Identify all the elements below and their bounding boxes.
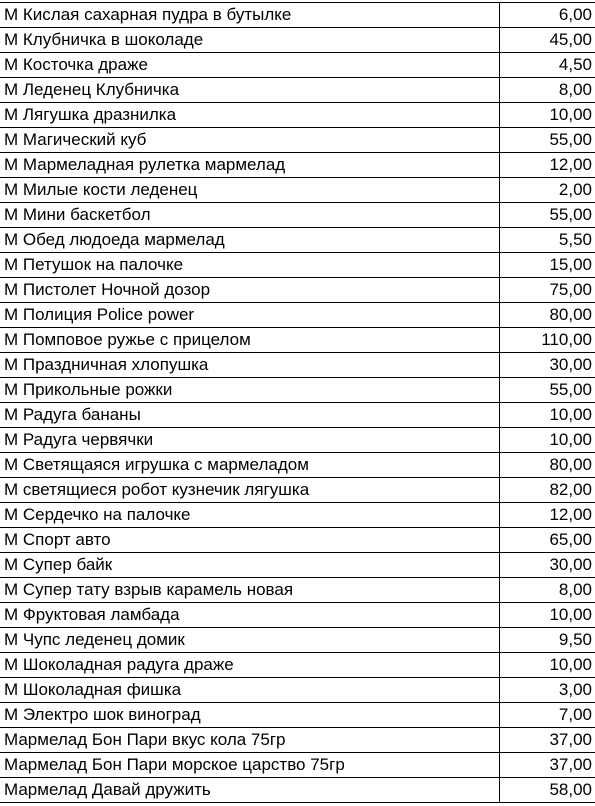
table-row[interactable] — [0, 178, 595, 203]
price-cell[interactable]: 2,00 — [558, 180, 592, 199]
product-name-cell[interactable]: М Радуга бананы — [0, 403, 500, 427]
product-name-cell[interactable]: М Леденец Клубничка — [0, 78, 500, 102]
table-row[interactable] — [0, 228, 595, 253]
price-cell[interactable]: 8,00 — [558, 580, 592, 599]
product-name-cell[interactable]: М Светящаяся игрушка с мармеладом — [0, 453, 500, 477]
price-cell[interactable]: 82,00 — [549, 480, 592, 499]
price-cell[interactable]: 80,00 — [549, 455, 592, 474]
product-name-cell[interactable]: М Сердечко на палочке — [0, 503, 500, 527]
product-name-cell[interactable]: М Супер байк — [0, 553, 500, 577]
price-cell[interactable]: 10,00 — [549, 430, 592, 449]
table-row[interactable] — [0, 778, 595, 803]
table-row[interactable] — [0, 128, 595, 153]
price-cell[interactable]: 65,00 — [549, 530, 592, 549]
product-name-cell[interactable]: М Помповое ружье с прицелом — [0, 328, 500, 352]
table-row[interactable] — [0, 528, 595, 553]
price-cell[interactable]: 10,00 — [549, 605, 592, 624]
price-cell[interactable]: 30,00 — [549, 355, 592, 374]
price-cell[interactable]: 12,00 — [549, 155, 592, 174]
product-name-cell[interactable]: М Мармеладная рулетка мармелад — [0, 153, 500, 177]
table-row[interactable] — [0, 278, 595, 303]
table-row[interactable] — [0, 378, 595, 403]
product-name-cell[interactable]: М Магический куб — [0, 128, 500, 152]
price-cell[interactable]: 58,00 — [549, 780, 592, 799]
table-row[interactable] — [0, 403, 595, 428]
table-row[interactable] — [0, 353, 595, 378]
product-name-cell[interactable]: М Полиция Police power — [0, 303, 500, 327]
table-row[interactable] — [0, 453, 595, 478]
table-row[interactable] — [0, 503, 595, 528]
product-name-cell[interactable]: М Шоколадная фишка — [0, 678, 500, 702]
product-name-cell[interactable]: М Обед людоеда мармелад — [0, 228, 500, 252]
product-name-cell[interactable]: М Прикольные рожки — [0, 378, 500, 402]
product-name-cell[interactable]: М Праздничная хлопушка — [0, 353, 500, 377]
price-cell[interactable]: 55,00 — [549, 130, 592, 149]
product-name-cell[interactable]: М светящиеся робот кузнечик лягушка — [0, 478, 500, 502]
price-cell[interactable]: 7,00 — [558, 705, 592, 724]
table-row[interactable] — [0, 728, 595, 753]
table-row[interactable] — [0, 653, 595, 678]
table-row[interactable] — [0, 753, 595, 778]
price-cell[interactable]: 10,00 — [549, 105, 592, 124]
product-name-cell[interactable]: М Милые кости леденец — [0, 178, 500, 202]
product-name-cell[interactable]: Мармелад Давай дружить — [0, 778, 500, 802]
product-name-cell[interactable]: М Чупс леденец домик — [0, 628, 500, 652]
price-cell[interactable]: 3,00 — [558, 680, 592, 699]
product-name-cell[interactable]: М Супер тату взрыв карамель новая — [0, 578, 500, 602]
product-name-cell[interactable]: М Радуга червячки — [0, 428, 500, 452]
price-cell[interactable]: 6,00 — [558, 5, 592, 24]
price-cell[interactable]: 37,00 — [549, 755, 592, 774]
price-cell[interactable]: 55,00 — [549, 380, 592, 399]
table-row[interactable] — [0, 553, 595, 578]
product-name-cell[interactable]: М Спорт авто — [0, 528, 500, 552]
table-row[interactable] — [0, 253, 595, 278]
table-row[interactable] — [0, 328, 595, 353]
price-cell[interactable]: 37,00 — [549, 730, 592, 749]
table-row[interactable] — [0, 628, 595, 653]
price-cell[interactable]: 9,50 — [558, 630, 592, 649]
price-cell[interactable]: 15,00 — [549, 255, 592, 274]
table-row[interactable] — [0, 3, 595, 28]
price-cell[interactable]: 30,00 — [549, 555, 592, 574]
product-name-cell[interactable]: М Фруктовая ламбада — [0, 603, 500, 627]
table-row[interactable] — [0, 703, 595, 728]
table-row[interactable] — [0, 678, 595, 703]
table-row[interactable] — [0, 203, 595, 228]
product-name-cell[interactable]: М Мини баскетбол — [0, 203, 500, 227]
product-name-cell[interactable]: М Косточка драже — [0, 53, 500, 77]
price-cell[interactable]: 12,00 — [549, 505, 592, 524]
table-row[interactable] — [0, 578, 595, 603]
table-row[interactable] — [0, 103, 595, 128]
price-cell[interactable]: 8,00 — [558, 80, 592, 99]
price-cell[interactable]: 80,00 — [549, 305, 592, 324]
table-row[interactable] — [0, 28, 595, 53]
product-name-cell[interactable]: М Пистолет Ночной дозор — [0, 278, 500, 302]
product-name-cell[interactable]: М Клубничка в шоколаде — [0, 28, 500, 52]
table-row[interactable] — [0, 153, 595, 178]
product-name-cell[interactable]: М Петушок на палочке — [0, 253, 500, 277]
price-cell[interactable]: 10,00 — [549, 655, 592, 674]
price-cell[interactable]: 75,00 — [549, 280, 592, 299]
product-name-cell[interactable]: Мармелад Бон Пари морское царство 75гр — [0, 753, 500, 777]
table-row[interactable] — [0, 303, 595, 328]
price-cell[interactable]: 5,50 — [558, 230, 592, 249]
table-row[interactable] — [0, 78, 595, 103]
price-cell[interactable]: 10,00 — [549, 405, 592, 424]
product-name-cell[interactable]: М Шоколадная радуга драже — [0, 653, 500, 677]
product-name-cell[interactable]: Мармелад Бон Пари вкус кола 75гр — [0, 728, 500, 752]
product-name-cell[interactable]: М Лягушка дразнилка — [0, 103, 500, 127]
table-row[interactable] — [0, 603, 595, 628]
price-cell[interactable]: 55,00 — [549, 205, 592, 224]
price-cell[interactable]: 4,50 — [558, 55, 592, 74]
price-cell[interactable]: 110,00 — [541, 330, 592, 349]
price-cell[interactable]: 45,00 — [549, 30, 592, 49]
product-name-cell[interactable]: М Электро шок виноград — [0, 703, 500, 727]
product-name-cell[interactable]: М Кислая сахарная пудра в бутылке — [0, 3, 500, 27]
table-row[interactable] — [0, 428, 595, 453]
price-list-table — [0, 2, 595, 803]
table-row[interactable] — [0, 53, 595, 78]
table-row[interactable] — [0, 478, 595, 503]
